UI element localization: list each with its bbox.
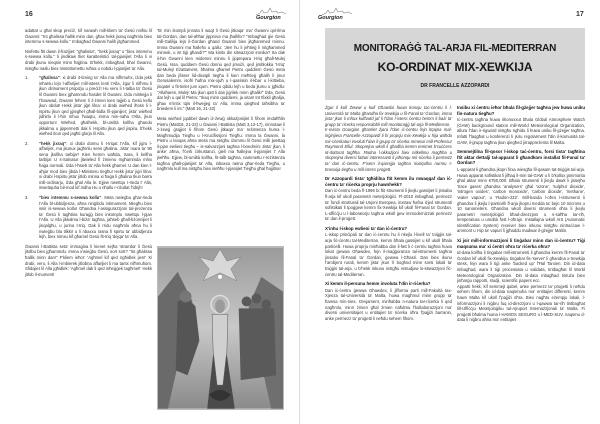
list-text: . Meta nwieġbu għar-rieda t'Alla bl-ubbidjenza, aħna ninġibdu intimament. Miegħu biex issir is-sewwa kollu! Għandna l-assigurazzjoni tal-preżenza ta' Ġesù li tagħtina kuraġġ biex inkomplu nwettqu l-pjan t'Alla. U Alla jikkalma l-biża' tagħna, jaħseb għall-bżonnijiet li jinqalgħu, u jurina t-triq. Dak li rridu nagħmlu aħna hu li nwieġbu bla tlikkir u li nbaxxu rasna fi spirtu ta' ubbidjenza lejh, biex nimxu kif għamel Ġesù fit-triq 'dejqa' ta' Alla. — [39, 195, 152, 240]
magazine-logo — [318, 7, 352, 21]
intro-paragraph: Żgur li kull Żewwi u kull Għawdxi huwa konxju taċ-ċentru li l-Università ta' Malta għandha fix-Xewkija u fil-Fanal ta' Ġordan, imma jista' jkun li mhux kulħadd jaf li f'dan l-istess ċentru hemm il-bażi ta' grupp ta' riċerka responsabbli mill-monitoraġġ tal-arja fil-Mediterran. — [325, 105, 452, 127]
article-title-line-2: KO-ORDINAT MIX-XEWKIJA — [377, 60, 533, 74]
logo-text: Gourgion — [256, 15, 281, 21]
list-number: 1. — [25, 75, 29, 81]
paragraph: Ġwanni l-Battista seta' immaġina li kienet sejħa 'stramba' li Ġesù jitolbu biex jgħammdu. Imma x'wieġbu Ġesù, sort sort? "Int għalissa ħallik minn dan!" F'kliem ieħor: 'Agħmel kif qed ngħidlek jien!' Xi drabi, veru, li Alla l-imbierek jitlobna affarijiet li ma tantx nifhmuhom. Sfidajiet lil Alla jgħidlek: 'Agħmel dak li qed inħeġġek tagħmel!' Hekk jitlob il-mument! — [25, 243, 152, 277]
list-term: "għalissa" — [39, 75, 60, 81]
list-item — [25, 75, 152, 137]
list-number: 3. — [25, 195, 29, 201]
article-title-box — [325, 28, 585, 100]
list-term: "hekk jixraq" — [39, 140, 67, 146]
logo-text: Gourgion — [318, 15, 343, 21]
question-heading: Dr Azzopardi tista' tgħidilna ftit kemm ilu mwaqqaf dan iċ-ċentru ta' riċerka proprju hawnhekk? — [325, 176, 452, 187]
list-text: : xi drabi donnu li t-triqat t'Alla, kif jiġru l-affarijiet, ma jkunux jagħmlu sens għalina. Jista' mara ta' 90 sena jkollha tarbija? Kien hemm waħda, Sara, li kellha tarbija! U s-Salvatur jitwieled fi żmienu mgħammda mhix ħaġa normali. Iżda l-ħsieb ta' Alla hekk għamel. U dan kien l-aħjar mod biex jibda l-Ministeru tiegħu! Hekk jista' jiġri lilna: xi drabi l-Ispirtu jista' jitlob minna xi ħaġa li għalina tkun barra mill-ordinarju, iżda għal Alla le. Ejjew nwettqu r-rieda t' Alla, inwettquha bil-mod kif iridha Hu u nħallu r-riżultat f'idejh! — [39, 140, 152, 191]
right-column-1 — [325, 105, 452, 325]
paragraph: Meta wieħed jqabbel dawn iż-żewġ okkażjonijiet li fihom imdaħħlin Pietru (Matt16, 21-23) u Ġwanni l-Battista (Matt 3,13-17), ninnotaw li ż-żewġ ġrajjiet li fihom Ġesù jitkaqa' ma' reżistenza huma l-Magħmudija Tiegħu u l-Kruċifissjoni Tiegħu. Imma la Ġwanni, la Pietru u lanqas aħna stess ma setgħu iżommu lil Ġesù milli jwettaq il-pjan ewlieni tiegħu – is-salvazzjoni tagħna l-bnedmin! Jista' jkun, li anke' aħna, f'ċerti ċirkustanzi, ġieli ma ħallejna il-pjanijiet t' Alla jseħħu. Ejjew, bl-umiltà kollha, fit-talb tagħna, nammettu r-reżistenza tagħna għall-pjanijiet ta' Alla, inbaxxu rasna għar-rieda Tiegħu, u nagħmlu kull ma nistgħu biex iseħħu l-pjanijiet Tiegħu għal ħajjitna! — [157, 115, 285, 172]
list-number: 2. — [25, 140, 29, 146]
question-heading: Semmejtilna fil-qosor l-iskop taċ-ċentru, forsi tista' tagħtina ftit aktar dettalji tal-apparat li għandkom installat fil-Fanal ta' Ġordan? — [457, 149, 585, 166]
left-column-2 — [157, 28, 285, 176]
list-item — [25, 195, 152, 240]
paragraph: adattat u għal skop preċiż, kif narawh mill-kliem ta' Ġesù nnifsu lil Ġwanni: "Int għalissa ħallik minn dan, għax hekk jixraq nagħmlu biex intemmu s-sewwa kollu." Imbagħad Ġwanni ħalih jitgħammed. — [25, 28, 152, 45]
page-number: 17 — [576, 11, 584, 18]
list-term: "biex intemmu s-sewwa kollu" — [39, 195, 102, 201]
intro-paragraph: Ir-rivista Gourgion għamlet żjara f'dan iċ-ċentru fejn ltqajna mal-inġinjiera Francelle Azzopardi li hi proprju mix-Xewkija u hija waħda mir-riċerkaturi involuti f'dan il-grupp ta' riċerka mmexxi mill-Professur Raymond Ellul. Skoprejna wkoll li għadha kemm temmet b'suċċess id-dottorat tagħha. Ħadna l-okkażjoni biex nitkellmu magħha u skoprejna diversi fatturi interessanti li jaħonqu mir-riċerka li permezz ta' dan iċ-ċentru. F'isem il-qarrejja tagħna nixtiqulha nurmu t-tmexxija tiegħu u mill-istess proġett. — [325, 127, 452, 172]
skyline-icon — [256, 7, 286, 15]
question-heading: Xi jsir mill-informazzjoni li tinġabar minn dan iċ-ċentru? Tiġi maqsuma ma' xi ċentri oħra ta' riċerka oħra? — [457, 238, 585, 249]
skyline-icon — [322, 7, 352, 15]
magazine-logo — [252, 7, 286, 21]
answer-paragraph: Id-data kollha li tinġabar mill-istrumenti li għandna kemm fil-Fanal ta' Ġordan kif ukoll fix-Xewkija, tinġabar fis-'server' li għandna x-Xewkija stess, fejn wara li tiġi anke 'backed up' f'Ħal Tarxien. Din id-data imbagħad, wara li tiġi proċessata u validata, tintbagħat lil World Meteorological Organization. Din id-data mbagħad tintuża biex jinħarġu rapporti, studji, scientific papers ecc. — [457, 250, 585, 284]
left-column-1 — [25, 28, 152, 281]
answer-paragraph: Iċ-ċentru tagħna huwa rikonoxxut bħala Global Atmosphere Watch (GAW) background station mill-World Meteorological Organization, allura f'dan ir-rigward nistgħu ngħidu li huwa uniku fil-gżejjer tagħna. Infatti f'laqgħat u konferenzi li jsiru regolarment f'din il-komunità tal-GAW, il-grupp tagħna jkun qiegħed jirrappreżenta lil Malta. — [457, 117, 585, 145]
question-heading: Insibu xi ċentru ieħor bħala fil-gżejjer tagħna jew huwa uniku fin-natura tiegħu? — [457, 105, 585, 116]
paragraph: Ta' min ikompli jinnota li waqt li Ġesù jitkaqa' ma' Ġwanni qol-ilma tal-Ġordan, dan tal-aħħar jipprova ma jħallihx? "Imbagħad ġie Ġesù mill-Galilija lejn il-Ġordan għand Ġwanni biex jitgħammed minnu. Imma Ġwanni ma ħallehx u qallu: 'Jien hu li jeħtieġ li nitgħammed minnek, u int tiġi għandi?'" Ma kinitx din sitwazzjoni ironika? Sa dak il-ħin Ġwanni kien midemni minnu li jipprepara t-triq għall-Mulej Ġesù. Issa, quddiem Ġesù donnu qed jimxiżi, qed jimblokka 't-triq' tal-Mulej! Eżattament, bħalma għamel Pietru quddiem Ġesù meta dan beda jfisser lid-dixxipli tiegħu li kien meħtieġ għalih li jmur Ġerusalemm, isofri ħafna mix-xjuħ u l-qassisin il-kbar u l-kittieba, jinqatel u fit-tielet jum iqum. Pietru qibdu lejh u beda jlumu u jgħidlu: "Allaħares, Mulej! Ma jkun qatt li dan jiġrilek minn għalik!" Iżda, Ġesù dar lejh u qal lil Pietru: "Ikaq minn quddiemi, ja xitan! Int tfixkil għalija, għax m'intix tqis il-ħwejjeġ ta' Alla, imma qiegħed taħsibha ta' bniedem li int." (Matt 16, 21-23) — [157, 28, 285, 112]
article-author: DR FRANCELLE AZZOPARDI — [420, 83, 490, 89]
page-number: 16 — [25, 11, 33, 18]
question-heading: X'inhu l-iskop ewlieni ta' dan iċ-ċentru? — [325, 225, 408, 231]
answer-paragraph: Dan iċ-ċentru ġewwa Għawdex, li jifforma parti mill-Fakultà tax-Xjenza tal-Università ta' Malta, huwa magħmul minn grupp ta' ħamsa min-nies. Ovvjament, minħabba n-natura tar-riċerka li qed nagħmlu, minn żmien għal żmien naħdmu f'kollaborazzjoni ma' diversi universitajiet u entitajiet ta' riċerka oħra f'pajjiżi barranin, anke permezz ta' proġetti li neħdu sehem fihom. — [325, 287, 452, 321]
right-page — [300, 0, 600, 424]
baptism-of-christ-painting — [157, 246, 284, 410]
right-column-2 — [457, 105, 585, 327]
answer-paragraph: Dan iċ-ċentru beda fl-1996 bi ftit strumenti li jkejlu gassijiet li jinsabu fl-arja kif ukoll parametri meterjoloġiċi. Fl-2010 imbagħad, permezz ta' fondi strutturali tal-Unjoni Ewropea, inxtraw ħafna iżjed strumenti sofistikati li tpoġġew kemm fix-Xewkija kif ukoll fil-Fanal ta' Ġordan. L-uffiċċju u l-laboratorju tagħna wkoll ġew immodernizzati permezz ta' dan il-proġett. — [325, 188, 452, 222]
paragraph: Ninfettu ftit dawn il-frażijiet: "għalissa", "hekk jixraq" u "biex intemmu s-sewwa kollu." li jindikaw tliet karatteristiċi tal-pjanijiet t'Alla li xi drabi jkunu nieqsin minn ħajjitna. B'hekk, imbagħad, bħal Ġwanni, nistgħu naslu biex nissottomettu ruħna u nobdu l-pjanijiet ta' Alla. — [25, 48, 152, 71]
answer-paragraph: L-iskop prinċipali ta' dan iċ-ċentru hu li nkejlu l-livell ta' tniġġis tal-arja fiċ-ċentru tal-Mediterran, kemm bħala gassijiet u kif ukoll bħala partiċelli. Huwa proprju minħabba dan il-fatt li ċ-ċentru tagħna huwa lokat ġewwa Għawdex, fejn il-maġġoranza tal-istrumenti tagħna jinsabu fil-Fanal ta' Ġordan, ġewwa l-Għasri. Dan biex ikunu f'ambjent rurali, kemm jista' jkun 'il bogħod minn sorsi lokali ta' tniġġis tal-arja, u b'hekk inkunu nistgħu nistudjaw is-sitwazzjoni fiċ-ċentru tal-Mediterran. — [325, 232, 452, 277]
answer-paragraph: Apparti hekk, kif semmejt qabel, anke permezz ta' proġetti li neħdu sehem fihom, din id-data naqsmuha ma' entitajiet differenti, kemm hawn Malta kif ukoll f'pajjiżi oħra. Biex nagħtu eżempju lokali, l-informazzjoni li niġbru fuq id-direzzjoni u l-qawwa tar-riħ tintbagħat lill-Uffiċċju Meterjoloġiku tal-Ajruport Internazzjonali ta' Malta. Fi proġetti bħalma huma l-HAMOS SEGURO u l-MED-SUV, naqsmu d-data li niġbru aħna ma' entitajiet — [457, 283, 585, 323]
answer-paragraph: L-apparat li għandna jkopri firxa wiesgħa fil-qasam tat-tniġġis tal-arja. Huwa apparat sofistikat li jilħaq il-miri tal-GAW u li b'kollox jammonta għal aktar minn €750,000. Bħala strumenti li jkejlu dawk li jissejħu 'trace gases' għandna 'analysers' għal 'ozone', 'sulphur dioxide', 'nitrogen oxides', 'carbon monoxide', 'carbon dioxide', 'methane', 'water vapour', u 'Radon-222'. Mill-banda l-oħra l-istrumenti li għandna li jkejlu l-partiċelli fl-arja jkopru medda ta' bejn 10 microns u 10 nanometers. Għandna wkoll diversi strumenti oħra li jkejlu parametri meterjoloġiċi bħad-direzzjoni u s-saħħa tar-riħ, temperatura u umdità fost l-oħrajn. Installajna wkoll AIS (Automatic Identification System) receiver biex inkunu nistgħu nintraċċaw l-ammont u t-tip ta' vapuri li jgħaddu madwar il-gżejjer Maltin. — [457, 166, 585, 234]
article-title-line-1: MONITORAĠĠ TAL-ARJA FIL-MEDITERRAN — [353, 43, 557, 54]
list-text: : xi drabi it-timing ta' Alla ma nifhmuhx, iżda jekk inħarsu lejn l-affarijiet mill-istess lenti t'Alla, żgur li nifhmu li jkun dirinament propizju u preċiż! Hu veru li t-talba ta' Ġesù lil Ġwanni biex jgħammdu ħasdet lil Ġwanni. Iżda minkejja li t'hawwad, Ġwanni fehem li ż-żmien kien tajjeb u Ġesù kellu jkun obdut! Hekk jista' jiġri lilna: xi drabi wieħed iħoss li l-Ispirtu jkun qed jġiegħel għall-bidla fil-pjanijiet; jista' wieħed jidhirlu li l-ħin mhux f'waqtu, imma min-naħa t'Alla, jkun opportun! Wieħed, għalhekk, bl-umiltà kollha għandu jikkalma u jippermetti dak li l-Ispirtu jkun qed jispira, b'hekk wieħed ikun qed jagħti glorja lil Alla. — [39, 75, 152, 137]
question-heading: Xi kemm il-persuna hemm involuta f'din ir-riċerka? — [325, 281, 431, 287]
list-item — [25, 141, 152, 191]
